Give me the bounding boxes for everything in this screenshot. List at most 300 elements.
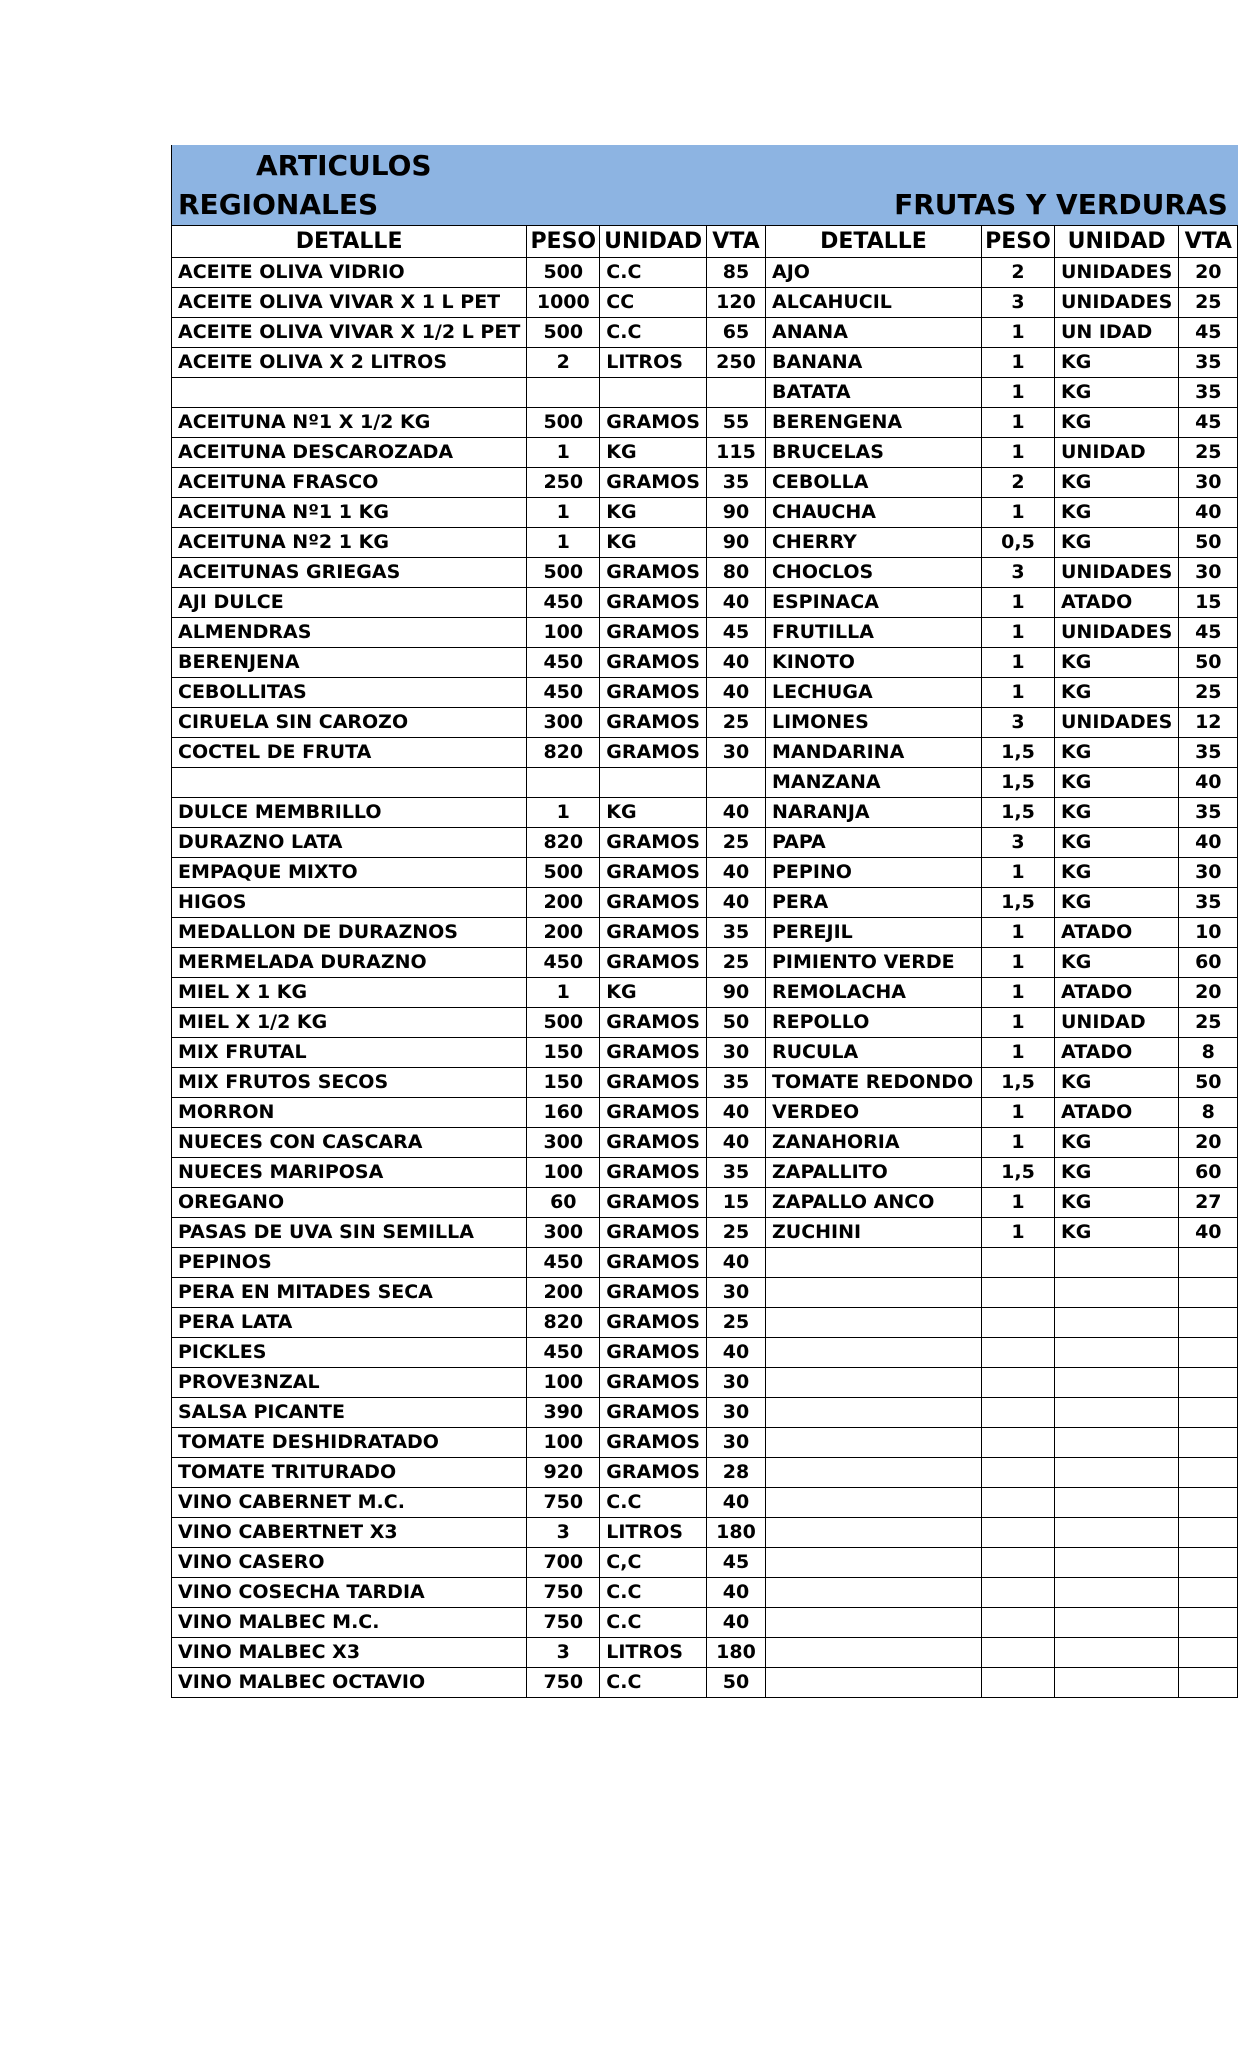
produce-vta-cell <box>1179 1547 1238 1577</box>
produce-unidad-cell: KG <box>1054 827 1178 857</box>
regional-detalle-cell: NUECES CON CASCARA <box>172 1127 527 1157</box>
produce-detalle-cell: ANANA <box>765 317 981 347</box>
produce-detalle-cell: MANDARINA <box>765 737 981 767</box>
regional-detalle-cell: ACEITUNA DESCAROZADA <box>172 437 527 467</box>
produce-vta-cell: 45 <box>1179 317 1238 347</box>
produce-peso-cell: 1 <box>981 1187 1054 1217</box>
produce-peso-cell: 1 <box>981 917 1054 947</box>
produce-peso-cell <box>981 1337 1054 1367</box>
produce-unidad-cell <box>1054 1247 1178 1277</box>
produce-detalle-cell: CEBOLLA <box>765 467 981 497</box>
produce-peso-cell: 1,5 <box>981 887 1054 917</box>
regional-peso-cell: 750 <box>527 1607 600 1637</box>
regional-unidad-cell: GRAMOS <box>600 737 707 767</box>
regional-detalle-cell: ACEITUNA FRASCO <box>172 467 527 497</box>
produce-detalle-cell: CHOCLOS <box>765 557 981 587</box>
table-row <box>172 407 1238 437</box>
table-row <box>172 1397 1238 1427</box>
produce-vta-cell: 50 <box>1179 647 1238 677</box>
regional-peso-cell: 700 <box>527 1547 600 1577</box>
regional-detalle-cell: AJI DULCE <box>172 587 527 617</box>
regional-unidad-cell: GRAMOS <box>600 707 707 737</box>
table-row <box>172 1307 1238 1337</box>
produce-peso-cell: 1 <box>981 407 1054 437</box>
regional-peso-cell: 100 <box>527 1157 600 1187</box>
table-row <box>172 617 1238 647</box>
table-row <box>172 1427 1238 1457</box>
produce-detalle-cell: BATATA <box>765 377 981 407</box>
produce-peso-cell <box>981 1607 1054 1637</box>
regional-detalle-cell: MORRON <box>172 1097 527 1127</box>
table-row <box>172 737 1238 767</box>
produce-unidad-cell: KG <box>1054 527 1178 557</box>
regional-detalle-cell: VINO MALBEC OCTAVIO <box>172 1667 527 1697</box>
produce-detalle-cell: ZUCHINI <box>765 1217 981 1247</box>
produce-detalle-cell <box>765 1517 981 1547</box>
produce-peso-cell: 1 <box>981 947 1054 977</box>
regional-vta-cell: 180 <box>706 1637 765 1667</box>
regional-detalle-cell: ACEITUNA Nº1 1 KG <box>172 497 527 527</box>
regional-unidad-cell: KG <box>600 977 707 1007</box>
table-row <box>172 857 1238 887</box>
produce-detalle-cell: FRUTILLA <box>765 617 981 647</box>
regional-vta-cell: 180 <box>706 1517 765 1547</box>
produce-peso-cell <box>981 1637 1054 1667</box>
produce-vta-cell <box>1179 1247 1238 1277</box>
regional-detalle-cell: ACEITUNA Nº1 X 1/2 KG <box>172 407 527 437</box>
table-row <box>172 287 1238 317</box>
regional-vta-cell: 50 <box>706 1667 765 1697</box>
produce-peso-cell: 1 <box>981 1097 1054 1127</box>
produce-vta-cell: 35 <box>1179 797 1238 827</box>
regional-peso-cell: 100 <box>527 1367 600 1397</box>
regional-unidad-cell: KG <box>600 437 707 467</box>
produce-vta-cell <box>1179 1607 1238 1637</box>
produce-unidad-cell: KG <box>1054 1217 1178 1247</box>
regional-unidad-cell: GRAMOS <box>600 467 707 497</box>
produce-unidad-cell: KG <box>1054 347 1178 377</box>
regional-peso-cell: 450 <box>527 1247 600 1277</box>
produce-unidad-cell <box>1054 1457 1178 1487</box>
produce-peso-cell <box>981 1517 1054 1547</box>
produce-peso-cell: 1,5 <box>981 1157 1054 1187</box>
regional-vta-cell: 40 <box>706 1577 765 1607</box>
produce-unidad-cell <box>1054 1547 1178 1577</box>
regional-detalle-cell: PASAS DE UVA SIN SEMILLA <box>172 1217 527 1247</box>
regional-unidad-cell: C.C <box>600 317 707 347</box>
produce-unidad-cell: KG <box>1054 1127 1178 1157</box>
produce-detalle-cell <box>765 1337 981 1367</box>
produce-peso-cell: 1 <box>981 647 1054 677</box>
regional-unidad-cell: GRAMOS <box>600 1067 707 1097</box>
regional-peso-cell: 500 <box>527 407 600 437</box>
regional-detalle-cell: ACEITUNA Nº2 1 KG <box>172 527 527 557</box>
regional-peso-cell: 450 <box>527 647 600 677</box>
produce-vta-cell: 10 <box>1179 917 1238 947</box>
produce-peso-cell: 1 <box>981 587 1054 617</box>
produce-unidad-cell: KG <box>1054 407 1178 437</box>
regional-peso-cell: 200 <box>527 887 600 917</box>
regional-peso-cell: 300 <box>527 1127 600 1157</box>
produce-peso-cell: 3 <box>981 557 1054 587</box>
regional-detalle-cell: ALMENDRAS <box>172 617 527 647</box>
produce-detalle-cell: LECHUGA <box>765 677 981 707</box>
price-table <box>171 145 1238 1698</box>
produce-detalle-cell <box>765 1547 981 1577</box>
produce-vta-cell <box>1179 1487 1238 1517</box>
produce-peso-cell: 1 <box>981 437 1054 467</box>
regional-vta-cell: 40 <box>706 1607 765 1637</box>
regional-unidad-cell <box>600 767 707 797</box>
produce-detalle-cell: PERA <box>765 887 981 917</box>
regional-peso-cell: 1 <box>527 797 600 827</box>
produce-vta-cell: 30 <box>1179 857 1238 887</box>
produce-detalle-cell <box>765 1427 981 1457</box>
produce-unidad-cell: KG <box>1054 1067 1178 1097</box>
column-header-row <box>172 225 1238 257</box>
produce-detalle-cell: BANANA <box>765 347 981 377</box>
produce-peso-cell: 0,5 <box>981 527 1054 557</box>
produce-peso-cell: 1,5 <box>981 1067 1054 1097</box>
produce-unidad-cell: KG <box>1054 797 1178 827</box>
regional-detalle-cell: ACEITE OLIVA X 2 LITROS <box>172 347 527 377</box>
regional-unidad-cell: GRAMOS <box>600 677 707 707</box>
regional-vta-cell: 30 <box>706 1277 765 1307</box>
regional-peso-cell: 1 <box>527 527 600 557</box>
regional-unidad-cell: KG <box>600 497 707 527</box>
regional-detalle-cell: MIEL X 1 KG <box>172 977 527 1007</box>
produce-vta-cell: 25 <box>1179 1007 1238 1037</box>
regional-unidad-cell: GRAMOS <box>600 1277 707 1307</box>
regional-vta-cell: 30 <box>706 737 765 767</box>
regional-detalle-cell: CEBOLLITAS <box>172 677 527 707</box>
regional-vta-cell: 40 <box>706 1487 765 1517</box>
regional-vta-cell: 45 <box>706 1547 765 1577</box>
regional-peso-cell: 1000 <box>527 287 600 317</box>
produce-peso-cell: 1,5 <box>981 797 1054 827</box>
table-row <box>172 1457 1238 1487</box>
regional-vta-cell: 30 <box>706 1037 765 1067</box>
produce-unidad-cell: KG <box>1054 857 1178 887</box>
produce-detalle-cell: ALCAHUCIL <box>765 287 981 317</box>
table-body <box>172 257 1238 1697</box>
table-row <box>172 797 1238 827</box>
produce-detalle-cell: BERENGENA <box>765 407 981 437</box>
regional-detalle-cell <box>172 767 527 797</box>
regional-vta-cell: 28 <box>706 1457 765 1487</box>
regional-unidad-cell: KG <box>600 797 707 827</box>
produce-vta-cell <box>1179 1667 1238 1697</box>
produce-unidad-cell: KG <box>1054 467 1178 497</box>
regional-detalle-cell: MIEL X 1/2 KG <box>172 1007 527 1037</box>
produce-detalle-cell: KINOTO <box>765 647 981 677</box>
regional-peso-cell: 150 <box>527 1037 600 1067</box>
regional-vta-cell: 35 <box>706 917 765 947</box>
regional-unidad-cell: CC <box>600 287 707 317</box>
table-row <box>172 707 1238 737</box>
produce-detalle-cell: VERDEO <box>765 1097 981 1127</box>
regional-detalle-cell: ACEITE OLIVA VIVAR X 1/2 L PET <box>172 317 527 347</box>
col-header-peso-left: PESO <box>527 225 600 257</box>
regional-peso-cell: 820 <box>527 827 600 857</box>
produce-vta-cell <box>1179 1307 1238 1337</box>
regional-vta-cell: 40 <box>706 1127 765 1157</box>
regional-detalle-cell: PERA EN MITADES SECA <box>172 1277 527 1307</box>
produce-vta-cell: 40 <box>1179 1217 1238 1247</box>
produce-peso-cell <box>981 1307 1054 1337</box>
regional-vta-cell: 90 <box>706 977 765 1007</box>
regional-unidad-cell: GRAMOS <box>600 1457 707 1487</box>
regional-unidad-cell: GRAMOS <box>600 1427 707 1457</box>
regional-vta-cell: 25 <box>706 1217 765 1247</box>
regional-unidad-cell: C.C <box>600 1487 707 1517</box>
produce-unidad-cell: ATADO <box>1054 587 1178 617</box>
produce-detalle-cell: ZANAHORIA <box>765 1127 981 1157</box>
regional-vta-cell: 40 <box>706 857 765 887</box>
regional-title <box>172 145 765 224</box>
produce-vta-cell: 35 <box>1179 377 1238 407</box>
produce-peso-cell <box>981 1397 1054 1427</box>
regional-peso-cell: 500 <box>527 557 600 587</box>
produce-unidad-cell: KG <box>1054 647 1178 677</box>
regional-vta-cell: 120 <box>706 287 765 317</box>
regional-peso-cell: 100 <box>527 617 600 647</box>
table-row <box>172 1157 1238 1187</box>
regional-vta-cell: 55 <box>706 407 765 437</box>
produce-unidad-cell: UNIDAD <box>1054 437 1178 467</box>
regional-unidad-cell: C.C <box>600 257 707 287</box>
produce-unidad-cell: KG <box>1054 377 1178 407</box>
regional-peso-cell: 500 <box>527 857 600 887</box>
produce-unidad-cell: ATADO <box>1054 1097 1178 1127</box>
produce-detalle-cell <box>765 1307 981 1337</box>
regional-detalle-cell: MIX FRUTOS SECOS <box>172 1067 527 1097</box>
produce-detalle-cell: MANZANA <box>765 767 981 797</box>
regional-peso-cell: 1 <box>527 977 600 1007</box>
produce-peso-cell <box>981 1457 1054 1487</box>
produce-unidad-cell: KG <box>1054 887 1178 917</box>
produce-peso-cell: 1 <box>981 1007 1054 1037</box>
produce-unidad-cell <box>1054 1487 1178 1517</box>
regional-unidad-cell: LITROS <box>600 1517 707 1547</box>
regional-unidad-cell: GRAMOS <box>600 947 707 977</box>
produce-detalle-cell <box>765 1397 981 1427</box>
col-header-vta-right: VTA <box>1179 225 1238 257</box>
regional-detalle-cell: MERMELADA DURAZNO <box>172 947 527 977</box>
regional-peso-cell: 820 <box>527 1307 600 1337</box>
produce-vta-cell <box>1179 1397 1238 1427</box>
regional-vta-cell: 25 <box>706 1307 765 1337</box>
produce-peso-cell: 1 <box>981 857 1054 887</box>
produce-peso-cell: 2 <box>981 257 1054 287</box>
produce-peso-cell: 1 <box>981 497 1054 527</box>
table-row <box>172 677 1238 707</box>
regional-detalle-cell: ACEITE OLIVA VIDRIO <box>172 257 527 287</box>
regional-peso-cell: 60 <box>527 1187 600 1217</box>
produce-unidad-cell: KG <box>1054 947 1178 977</box>
produce-vta-cell: 45 <box>1179 407 1238 437</box>
produce-unidad-cell <box>1054 1517 1178 1547</box>
regional-detalle-cell: HIGOS <box>172 887 527 917</box>
produce-unidad-cell: KG <box>1054 737 1178 767</box>
produce-detalle-cell: ZAPALLO ANCO <box>765 1187 981 1217</box>
regional-detalle-cell: ACEITE OLIVA VIVAR X 1 L PET <box>172 287 527 317</box>
regional-peso-cell: 160 <box>527 1097 600 1127</box>
produce-detalle-cell <box>765 1367 981 1397</box>
regional-detalle-cell: DURAZNO LATA <box>172 827 527 857</box>
col-header-detalle-left: DETALLE <box>172 225 527 257</box>
table-row <box>172 1007 1238 1037</box>
regional-unidad-cell: GRAMOS <box>600 887 707 917</box>
regional-detalle-cell: PICKLES <box>172 1337 527 1367</box>
regional-vta-cell: 40 <box>706 1247 765 1277</box>
produce-vta-cell: 27 <box>1179 1187 1238 1217</box>
produce-peso-cell: 1 <box>981 377 1054 407</box>
produce-peso-cell: 1,5 <box>981 767 1054 797</box>
produce-peso-cell <box>981 1277 1054 1307</box>
regional-detalle-cell: NUECES MARIPOSA <box>172 1157 527 1187</box>
produce-vta-cell: 20 <box>1179 257 1238 287</box>
regional-vta-cell: 85 <box>706 257 765 287</box>
produce-vta-cell: 25 <box>1179 677 1238 707</box>
produce-unidad-cell <box>1054 1307 1178 1337</box>
table-row <box>172 1667 1238 1697</box>
regional-vta-cell: 35 <box>706 1067 765 1097</box>
regional-unidad-cell: GRAMOS <box>600 1307 707 1337</box>
produce-detalle-cell: PEPINO <box>765 857 981 887</box>
table-row <box>172 827 1238 857</box>
regional-vta-cell: 250 <box>706 347 765 377</box>
regional-detalle-cell: OREGANO <box>172 1187 527 1217</box>
produce-vta-cell: 50 <box>1179 527 1238 557</box>
produce-unidad-cell: ATADO <box>1054 917 1178 947</box>
produce-detalle-cell <box>765 1487 981 1517</box>
col-header-peso-right: PESO <box>981 225 1054 257</box>
regional-unidad-cell: GRAMOS <box>600 1097 707 1127</box>
regional-vta-cell: 25 <box>706 707 765 737</box>
produce-peso-cell <box>981 1667 1054 1697</box>
regional-peso-cell: 750 <box>527 1577 600 1607</box>
regional-vta-cell: 15 <box>706 1187 765 1217</box>
produce-detalle-cell: ESPINACA <box>765 587 981 617</box>
produce-detalle-cell: PIMIENTO VERDE <box>765 947 981 977</box>
regional-detalle-cell: ACEITUNAS GRIEGAS <box>172 557 527 587</box>
regional-peso-cell <box>527 377 600 407</box>
regional-detalle-cell: VINO MALBEC M.C. <box>172 1607 527 1637</box>
produce-unidad-cell: UNIDAD <box>1054 1007 1178 1037</box>
produce-detalle-cell <box>765 1457 981 1487</box>
table-row <box>172 1067 1238 1097</box>
produce-unidad-cell <box>1054 1397 1178 1427</box>
regional-vta-cell: 30 <box>706 1367 765 1397</box>
col-header-detalle-right: DETALLE <box>765 225 981 257</box>
regional-unidad-cell: GRAMOS <box>600 617 707 647</box>
produce-vta-cell: 30 <box>1179 467 1238 497</box>
table-row <box>172 1247 1238 1277</box>
table-row <box>172 767 1238 797</box>
regional-unidad-cell: GRAMOS <box>600 1187 707 1217</box>
regional-vta-cell <box>706 767 765 797</box>
regional-detalle-cell: TOMATE DESHIDRATADO <box>172 1427 527 1457</box>
table-row <box>172 317 1238 347</box>
table-row <box>172 587 1238 617</box>
produce-peso-cell <box>981 1487 1054 1517</box>
produce-peso-cell <box>981 1367 1054 1397</box>
table-row <box>172 887 1238 917</box>
regional-vta-cell: 80 <box>706 557 765 587</box>
table-row <box>172 1547 1238 1577</box>
regional-detalle-cell: MEDALLON DE DURAZNOS <box>172 917 527 947</box>
produce-vta-cell: 20 <box>1179 977 1238 1007</box>
produce-vta-cell <box>1179 1427 1238 1457</box>
regional-unidad-cell: GRAMOS <box>600 557 707 587</box>
produce-detalle-cell: NARANJA <box>765 797 981 827</box>
regional-detalle-cell: VINO CABERNET M.C. <box>172 1487 527 1517</box>
produce-vta-cell: 35 <box>1179 887 1238 917</box>
produce-vta-cell: 15 <box>1179 587 1238 617</box>
regional-peso-cell: 150 <box>527 1067 600 1097</box>
produce-detalle-cell: PAPA <box>765 827 981 857</box>
regional-detalle-cell: BERENJENA <box>172 647 527 677</box>
regional-vta-cell: 30 <box>706 1427 765 1457</box>
regional-peso-cell: 2 <box>527 347 600 377</box>
produce-peso-cell: 3 <box>981 287 1054 317</box>
title-right-cell <box>765 145 1237 225</box>
table-row <box>172 1337 1238 1367</box>
regional-vta-cell: 40 <box>706 677 765 707</box>
produce-peso-cell: 1 <box>981 977 1054 1007</box>
regional-peso-cell: 250 <box>527 467 600 497</box>
produce-unidad-cell <box>1054 1277 1178 1307</box>
title-line-1: ARTICULOS <box>256 149 432 183</box>
regional-peso-cell: 450 <box>527 947 600 977</box>
regional-unidad-cell: GRAMOS <box>600 857 707 887</box>
regional-vta-cell: 40 <box>706 887 765 917</box>
regional-vta-cell: 40 <box>706 587 765 617</box>
regional-peso-cell: 1 <box>527 497 600 527</box>
regional-peso-cell: 750 <box>527 1667 600 1697</box>
produce-detalle-cell: CHERRY <box>765 527 981 557</box>
produce-detalle-cell <box>765 1277 981 1307</box>
produce-peso-cell <box>981 1427 1054 1457</box>
table-row <box>172 1127 1238 1157</box>
regional-peso-cell: 300 <box>527 707 600 737</box>
table-row <box>172 467 1238 497</box>
col-header-unidad-right: UNIDAD <box>1054 225 1178 257</box>
regional-unidad-cell: GRAMOS <box>600 1247 707 1277</box>
produce-detalle-cell: ZAPALLITO <box>765 1157 981 1187</box>
regional-peso-cell: 920 <box>527 1457 600 1487</box>
regional-vta-cell: 90 <box>706 497 765 527</box>
table-row <box>172 917 1238 947</box>
regional-peso-cell <box>527 767 600 797</box>
produce-vta-cell: 35 <box>1179 737 1238 767</box>
produce-vta-cell <box>1179 1637 1238 1667</box>
regional-peso-cell: 200 <box>527 917 600 947</box>
regional-unidad-cell: C.C <box>600 1577 707 1607</box>
table-row <box>172 947 1238 977</box>
regional-unidad-cell: C.C <box>600 1667 707 1697</box>
regional-unidad-cell: GRAMOS <box>600 827 707 857</box>
produce-peso-cell: 1 <box>981 1127 1054 1157</box>
regional-vta-cell <box>706 377 765 407</box>
produce-unidad-cell <box>1054 1667 1178 1697</box>
col-header-unidad-left: UNIDAD <box>600 225 707 257</box>
regional-detalle-cell: PROVE3NZAL <box>172 1367 527 1397</box>
produce-peso-cell: 1 <box>981 617 1054 647</box>
table-row <box>172 1037 1238 1067</box>
produce-unidad-cell: UNIDADES <box>1054 557 1178 587</box>
